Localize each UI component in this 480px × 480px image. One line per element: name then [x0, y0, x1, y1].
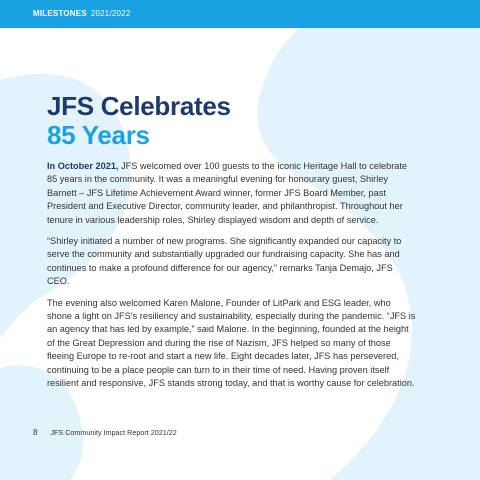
section-label: MILESTONES — [33, 9, 87, 18]
page-footer — [33, 428, 177, 437]
page-title — [47, 92, 231, 150]
title-line-1: JFS Celebrates — [47, 91, 231, 121]
section-year: 2021/2022 — [90, 9, 131, 18]
paragraph-1-text: JFS welcomed over 100 guests to the iconic Heritage Hall to celebrate 85 years in the community. It was a meaningful evening for honourary guest, Shirley Barnett – JFS Lifetime Achievement Award winner, former JFS Board Member, past President and Executive Director, community leader, and philanthropist. Throughout her tenure in various leadership roles, Shirley displayed wisdom and depth of service. — [47, 161, 408, 225]
article-body — [47, 160, 417, 399]
report-name: JFS Community Impact Report 2021/22 — [50, 428, 177, 437]
title-line-2: 85 Years — [47, 120, 150, 150]
paragraph-1 — [47, 160, 417, 227]
top-header-bar — [0, 0, 480, 28]
paragraph-1-lead: In October 2021, — [47, 161, 119, 171]
paragraph-3: The evening also welcomed Karen Malone, Founder of LitPark and ESG leader, who shone a light on JFS’s resiliency and sustainability, especially during the pandemic. “JFS is an agency that has led by example,” said Malone. In the beginning, founded at the height of the Great Depression and during the rise of Nazism, JFS helped so many of those fleeing Europe to re-root and start a new life. Eight decades later, JFS has persevered, continuing to be a place people can turn to in their time of need. Having proven itself resilient and responsive, JFS stands strong today, and that is worthy cause for celebration. — [47, 297, 416, 389]
paragraph-2: “Shirley initiated a number of new programs. She significantly expanded our capacity to serve the community and substantially upgraded our fundraising capacity. She has and continues to make a profound difference for our agency,” remarks Tanja Demajo, JFS CEO. — [47, 236, 402, 287]
page-number: 8 — [33, 428, 38, 437]
